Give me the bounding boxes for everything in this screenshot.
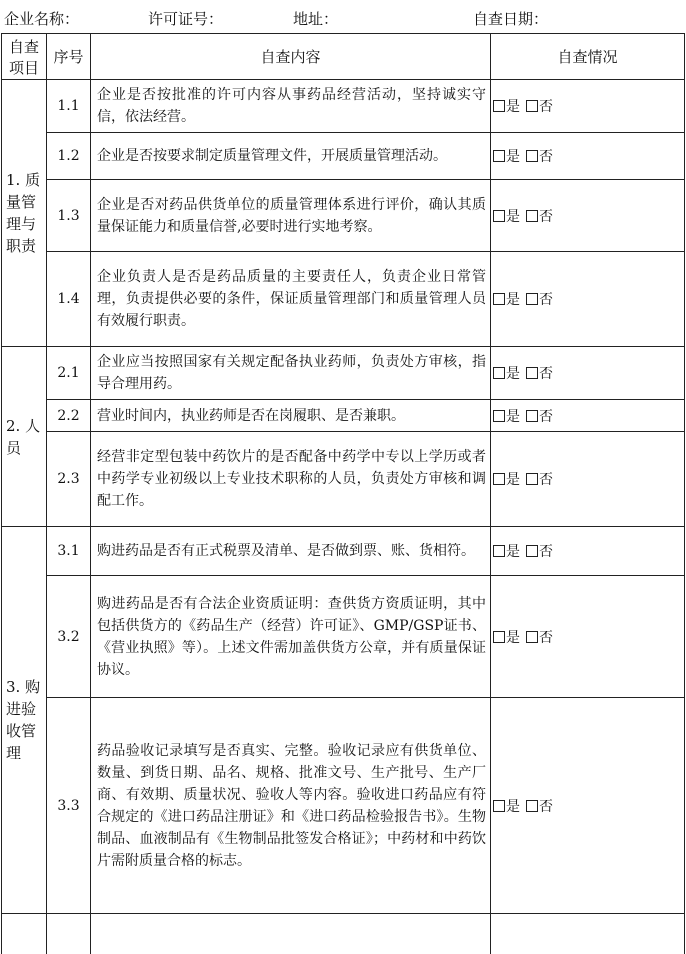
- no-option[interactable]: [526, 292, 553, 308]
- address-label: 地址：: [293, 10, 339, 28]
- content-cell: 经营非定型包装中药饮片的是否配备中药学中专以上学历或者中药学专业初级以上专业技术职称的人员，负责处方审核和调配工作。: [91, 432, 491, 527]
- no-checkbox[interactable]: [526, 800, 538, 812]
- table-row: [2, 698, 685, 914]
- empty-cell: [47, 914, 91, 954]
- no-checkbox[interactable]: [526, 545, 538, 557]
- table-row: [2, 527, 685, 576]
- status-cell: [491, 80, 685, 133]
- category-cell: 3. 购进验收管理: [2, 527, 47, 914]
- table-body: [2, 80, 685, 954]
- yes-checkbox[interactable]: [493, 545, 505, 557]
- yes-option-label: 是: [506, 366, 520, 382]
- yes-option-label: 是: [506, 292, 520, 308]
- no-checkbox[interactable]: [526, 473, 538, 485]
- table-row: [2, 180, 685, 252]
- yes-option[interactable]: [493, 409, 520, 425]
- yes-option[interactable]: [493, 544, 520, 560]
- yes-option[interactable]: [493, 630, 520, 646]
- no-option-label: 否: [539, 629, 553, 646]
- yes-checkbox[interactable]: [493, 150, 505, 162]
- yes-checkbox[interactable]: [493, 473, 505, 485]
- seq-cell: 3.3: [47, 698, 91, 914]
- content-cell: 购进药品是否有合法企业资质证明：查供货方资质证明，其中包括供货方的《药品生产（经营）许可证》、GMP/GSP证书、《营业执照》等）。上述文件需加盖供货方公章，并有质量保证协议。: [91, 576, 491, 698]
- yes-checkbox[interactable]: [493, 367, 505, 379]
- yes-option[interactable]: [493, 209, 520, 225]
- yes-checkbox[interactable]: [493, 631, 505, 643]
- category-cell: 2. 人员: [2, 347, 47, 527]
- table-row: [2, 347, 685, 400]
- content-cell: 药品验收记录填写是否真实、完整。验收记录应有供货单位、数量、到货日期、品名、规格、批准文号、生产批号、生产厂商、有效期、质量状况、验收人等内容。验收进口药品应有符合规定的《进口药品注册证》和《进口药品检验报告书》。生物制品、血液制品有《生物制品批签发合格证》；中药材和中药饮片需附质量合格的标志。: [91, 698, 491, 914]
- content-cell: 购进药品是否有正式税票及清单、是否做到票、账、货相符。: [91, 527, 491, 576]
- status-cell: [491, 252, 685, 347]
- seq-cell: 2.2: [47, 400, 91, 432]
- no-option-label: 否: [539, 149, 553, 165]
- seq-cell: 2.3: [47, 432, 91, 527]
- no-checkbox[interactable]: [526, 210, 538, 222]
- yes-checkbox[interactable]: [493, 800, 505, 812]
- status-cell: [491, 527, 685, 576]
- yes-option-label: 是: [506, 472, 520, 488]
- category-cell: 1. 质量管理与职责: [2, 80, 47, 347]
- no-option[interactable]: [526, 149, 553, 165]
- seq-cell: 1.2: [47, 133, 91, 180]
- content-cell: 企业是否按批准的许可内容从事药品经营活动，坚持诚实守信，依法经营。: [91, 80, 491, 133]
- table-header-row: [2, 34, 685, 80]
- no-checkbox[interactable]: [526, 410, 538, 422]
- no-option-label: 否: [539, 472, 553, 488]
- yes-option[interactable]: [493, 366, 520, 382]
- content-cell: 企业负责人是否是药品质量的主要责任人，负责企业日常管理，负责提供必要的条件，保证质量管理部门和质量管理人员有效履行职责。: [91, 252, 491, 347]
- column-header-seq: 序号: [47, 34, 91, 80]
- no-option-label: 否: [539, 208, 553, 225]
- no-option-label: 否: [539, 99, 553, 115]
- no-option[interactable]: [526, 366, 553, 382]
- table-row: [2, 400, 685, 432]
- status-cell: [491, 576, 685, 698]
- table-row: [2, 576, 685, 698]
- seq-cell: 1.4: [47, 252, 91, 347]
- yes-option[interactable]: [493, 292, 520, 308]
- no-checkbox[interactable]: [526, 367, 538, 379]
- yes-option-label: 是: [506, 208, 520, 225]
- inspection-date-label: 自查日期：: [473, 10, 549, 28]
- no-option[interactable]: [526, 99, 553, 115]
- no-option[interactable]: [526, 544, 553, 560]
- no-option[interactable]: [526, 409, 553, 425]
- table-row: [2, 432, 685, 527]
- no-option-label: 否: [539, 366, 553, 382]
- content-cell: 企业是否按要求制定质量管理文件，开展质量管理活动。: [91, 133, 491, 180]
- empty-cell: [2, 914, 47, 954]
- seq-cell: 3.2: [47, 576, 91, 698]
- seq-cell: 3.1: [47, 527, 91, 576]
- no-option[interactable]: [526, 630, 553, 646]
- no-option-label: 否: [539, 408, 553, 425]
- yes-option-label: 是: [506, 408, 520, 425]
- no-option[interactable]: [526, 209, 553, 225]
- no-option-label: 否: [539, 544, 553, 560]
- empty-cell: [491, 914, 685, 954]
- seq-cell: 2.1: [47, 347, 91, 400]
- content-cell: 企业应当按照国家有关规定配备执业药师，负责处方审核，指导合理用药。: [91, 347, 491, 400]
- license-number-label: 许可证号：: [148, 10, 224, 28]
- column-header-category: 自查项目: [2, 34, 47, 80]
- no-checkbox[interactable]: [526, 631, 538, 643]
- yes-option[interactable]: [493, 99, 520, 115]
- no-checkbox[interactable]: [526, 100, 538, 112]
- column-header-status: 自查情况: [491, 34, 685, 80]
- yes-option[interactable]: [493, 799, 520, 815]
- self-inspection-table: [1, 33, 685, 954]
- continuation-row: [2, 914, 685, 954]
- yes-option-label: 是: [506, 798, 520, 815]
- no-option[interactable]: [526, 799, 553, 815]
- status-cell: [491, 133, 685, 180]
- yes-option-label: 是: [506, 544, 520, 560]
- yes-option-label: 是: [506, 629, 520, 646]
- yes-option-label: 是: [506, 99, 520, 115]
- yes-checkbox[interactable]: [493, 210, 505, 222]
- seq-cell: 1.3: [47, 180, 91, 252]
- table-row: [2, 252, 685, 347]
- yes-option[interactable]: [493, 149, 520, 165]
- yes-option[interactable]: [493, 472, 520, 488]
- yes-checkbox[interactable]: [493, 410, 505, 422]
- empty-cell: [91, 914, 491, 954]
- seq-cell: 1.1: [47, 80, 91, 133]
- status-cell: [491, 347, 685, 400]
- no-checkbox[interactable]: [526, 293, 538, 305]
- table-row: [2, 80, 685, 133]
- yes-checkbox[interactable]: [493, 100, 505, 112]
- company-name-label: 企业名称：: [4, 10, 80, 28]
- status-cell: [491, 432, 685, 527]
- status-cell: [491, 698, 685, 914]
- content-cell: 企业是否对药品供货单位的质量管理体系进行评价，确认其质量保证能力和质量信誉,必要时进行实地考察。: [91, 180, 491, 252]
- no-checkbox[interactable]: [526, 150, 538, 162]
- yes-option-label: 是: [506, 149, 520, 165]
- no-option-label: 否: [539, 292, 553, 308]
- status-cell: [491, 180, 685, 252]
- yes-checkbox[interactable]: [493, 293, 505, 305]
- status-cell: [491, 400, 685, 432]
- table-row: [2, 133, 685, 180]
- form-header: [0, 0, 686, 30]
- column-header-content: 自查内容: [91, 34, 491, 80]
- no-option[interactable]: [526, 472, 553, 488]
- no-option-label: 否: [539, 798, 553, 815]
- content-cell: 营业时间内，执业药师是否在岗履职、是否兼职。: [91, 400, 491, 432]
